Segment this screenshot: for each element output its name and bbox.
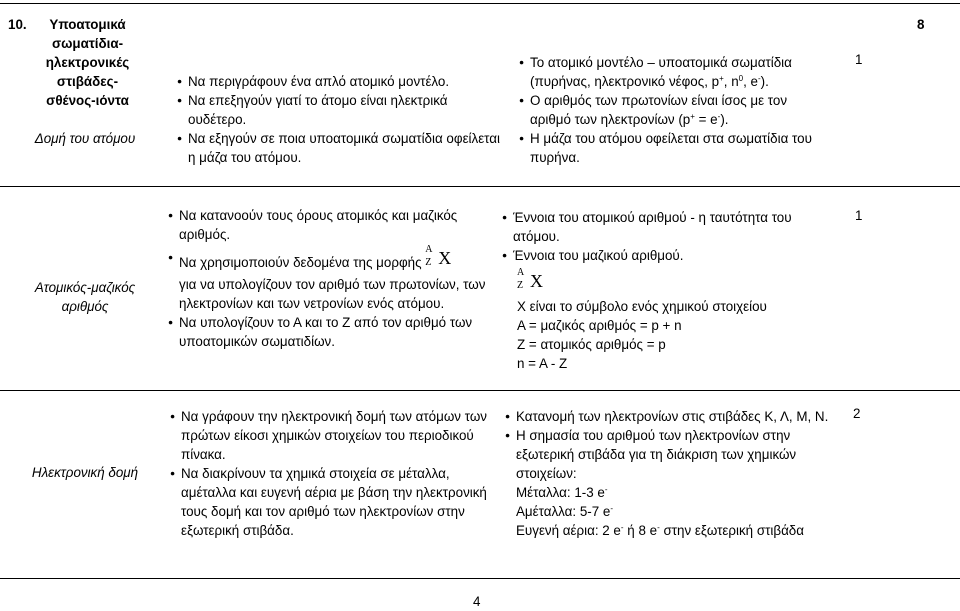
page-number: 4 <box>473 594 481 609</box>
classification-line: Ευγενή αέρια: 2 e- ή 8 e- στην εξωτερική στιβάδα <box>516 523 804 538</box>
content-row-2 <box>502 208 812 373</box>
objective-item: ● Να εξηγούν σε ποια υποατομικά σωματίδια οφείλεται η μάζα του ατόμου. <box>177 129 507 167</box>
nuclide-notation: A Z X <box>517 267 543 291</box>
row-1-top-rule <box>0 3 960 4</box>
content-row-3 <box>505 407 835 540</box>
content-item: ● Η μάζα του ατόμου οφείλεται στα σωματίδια του πυρήνα. <box>519 129 829 167</box>
objectives-row-2 <box>168 206 508 351</box>
periods-row-3: 2 <box>853 406 861 421</box>
objective-item: ● Να περιγράφουν ένα απλό ατομικό μοντέλο. <box>177 72 507 91</box>
topic-electronic-structure: Ηλεκτρονική δομή <box>31 465 139 480</box>
classification-line: Αμέταλλα: 5-7 e- <box>516 504 614 519</box>
row-2-bottom-rule <box>0 390 960 391</box>
content-item: ● Το ατομικό μοντέλο – υποατομικά σωματίδια (πυρήνας, ηλεκτρονικό νέφος, p+, $n^0$, e-). <box>519 53 829 91</box>
section-title: Υποατομικά σωματίδια- ηλεκτρονικές στιβάδες- σθένος-ιόντα <box>45 17 130 108</box>
topic-atomic-mass-number: Ατομικός-μαζικός αριθμός <box>34 280 136 314</box>
content-item: ● Η σημασία του αριθμού των ηλεκτρονίων στην εξωτερική στιβάδα για τη διάκριση των χημικών στοιχείων: <box>505 426 835 483</box>
periods-row-2: 1 <box>855 208 863 223</box>
content-item: ● Ο αριθμός των πρωτονίων είναι ίσος με τον αριθμό των ηλεκτρονίων (p+ = e-). <box>519 91 829 129</box>
objective-item: ● Να διακρίνουν τα χημικά στοιχεία σε μέταλλα, αμέταλλα και ευγενή αέρια με βάση την ηλεκτρονική τους δομή και τον αριθμό των ηλεκτρονίων στην εξωτερική στιβάδα. <box>170 464 500 540</box>
section-heading <box>8 15 158 110</box>
classification-line: Μέταλλα: 1-3 e- <box>516 485 608 500</box>
definition-line: n = A - Z <box>517 356 568 371</box>
objective-item: ● Να γράφουν την ηλεκτρονική δομή των ατόμων των πρώτων είκοσι χημικών στοιχείων του περιοδικού πίνακα. <box>170 407 500 464</box>
nuclide-notation: A Z X <box>425 244 452 268</box>
objective-item: ● Να κατανοούν τους όρους ατομικός και μαζικός αριθμός. <box>168 206 508 244</box>
objectives-row-1 <box>177 72 507 167</box>
row-3-bottom-rule <box>0 578 960 579</box>
definition-line: Α = μαζικός αριθμός = p + n <box>517 318 682 333</box>
total-periods: 8 <box>917 17 925 32</box>
content-item: ● Κατανομή των ηλεκτρονίων στις στιβάδες Κ, Λ, Μ, Ν. <box>505 407 835 426</box>
objective-item: ● Να χρησιμοποιούν δεδομένα της μορφής A Z X για να υπολογίζουν τον αριθμό των πρωτονίων, των ηλεκτρονίων και των νετρονίων ενός ατόμου. <box>168 248 508 313</box>
objectives-row-3 <box>170 407 500 540</box>
content-row-1 <box>519 53 829 167</box>
topic-atom-structure: Δομή του ατόμου <box>34 131 136 146</box>
objective-item: ● Να υπολογίζουν το Α και το Ζ από τον αριθμό των υποατομικών σωματιδίων. <box>168 313 508 351</box>
definition-line: Χ είναι το σύμβολο ενός χημικού στοιχείου <box>517 299 767 314</box>
definition-line: Ζ = ατομικός αριθμός = p <box>517 337 666 352</box>
objective-item: ● Να επεξηγούν γιατί το άτομο είναι ηλεκτρικά ουδέτερο. <box>177 91 507 129</box>
periods-row-1: 1 <box>855 52 863 67</box>
section-number: 10. <box>8 17 27 32</box>
row-1-bottom-rule <box>0 186 960 187</box>
content-item: ● Έννοια του μαζικού αριθμού. <box>502 246 812 265</box>
content-item: ● Έννοια του ατομικού αριθμού - η ταυτότητα του ατόμου. <box>502 208 812 246</box>
